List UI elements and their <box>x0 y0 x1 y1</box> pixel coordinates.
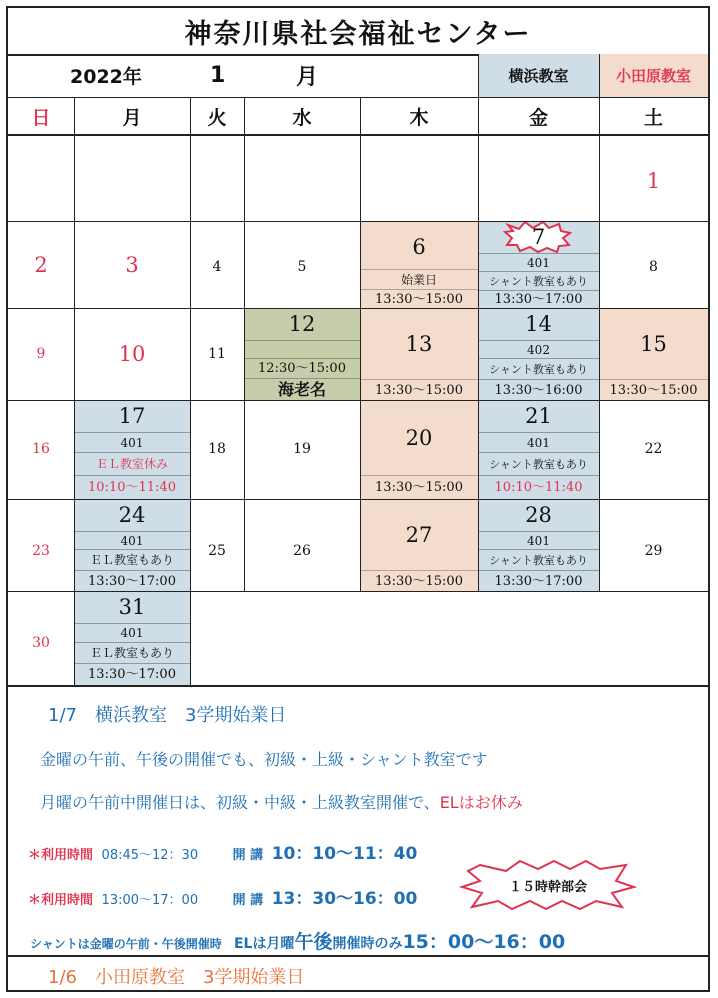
time-label: 13:30～15:00 <box>360 475 478 500</box>
day-23: 23 <box>32 543 50 559</box>
cell-jan24 <box>74 499 190 591</box>
day-15: 15 <box>640 332 667 356</box>
cell-jan14 <box>478 308 599 400</box>
hours-label: ＊利用時間 <box>28 848 94 863</box>
note-label: シャント教室もあり <box>478 358 599 380</box>
day-24: 24 <box>118 503 146 527</box>
day-10: 10 <box>118 342 146 366</box>
day-14: 14 <box>525 312 552 336</box>
time-label: 12:30～15:00 <box>244 358 360 379</box>
note-monday <box>40 790 523 813</box>
day-20: 20 <box>405 426 433 450</box>
notes-section <box>8 685 708 957</box>
day-4: 4 <box>212 259 222 275</box>
day-13: 13 <box>405 332 433 356</box>
time-label: 13:30～16:00 <box>478 379 599 401</box>
note-yokohama-start: 1/7 横浜教室 3学期始業日 <box>48 705 287 726</box>
room-number: 401 <box>74 531 190 550</box>
page-title: 神奈川県社会福祉センター <box>8 8 708 56</box>
hours-label: ＊利用時間 <box>28 893 94 908</box>
day-26: 26 <box>293 543 311 559</box>
room-number: 401 <box>74 432 190 453</box>
weekday-tue: 火 <box>190 98 244 136</box>
time-label: 10:10～11:40 <box>74 475 190 500</box>
day-22: 22 <box>644 441 663 457</box>
day-17: 17 <box>118 404 146 428</box>
note-monday-main: 月曜の午前中開催日は、初級・中級・上級教室開催で、 <box>40 793 440 812</box>
yokohama-legend: 横浜教室 <box>478 54 599 98</box>
el-only: 開催時のみ <box>332 936 403 952</box>
cell-jan13 <box>360 308 478 400</box>
time-label: 13:30～15:00 <box>360 289 478 309</box>
day-12: 12 <box>288 312 316 336</box>
el-afternoon: 午後 <box>294 931 333 953</box>
note-label: ＥＬ教室もあり <box>74 549 190 571</box>
day-3: 3 <box>125 253 139 277</box>
cell-jan30 <box>8 591 74 685</box>
time-label: 13:30～17:00 <box>478 570 599 592</box>
cell-jan2 <box>8 221 74 308</box>
note-label: シャント教室もあり <box>478 549 599 571</box>
note-odawara-start: 1/6 小田原教室 3学期始業日 <box>48 967 305 988</box>
cell-jan8 <box>599 221 708 308</box>
odawara-legend: 小田原教室 <box>599 54 708 98</box>
day-21: 21 <box>525 404 552 428</box>
cell-jan27 <box>360 499 478 591</box>
time-label: 13:30～17:00 <box>74 663 190 686</box>
year-month-header <box>8 54 478 98</box>
day-29: 29 <box>644 543 663 559</box>
cell-jan21 <box>478 400 599 499</box>
day-5: 5 <box>297 259 307 275</box>
time-label: 13:30～17:00 <box>478 290 599 309</box>
weekday-wed: 水 <box>244 98 360 136</box>
time-label: 13:30～15:00 <box>599 379 708 401</box>
cell-jan3 <box>74 221 190 308</box>
day-7: 7 <box>531 225 546 249</box>
note-label: シャント教室もあり <box>478 452 599 476</box>
cell-jan16 <box>8 400 74 499</box>
year-label: 2022年 <box>70 66 142 88</box>
room-number: 401 <box>478 531 599 550</box>
weekday-thu: 木 <box>360 98 478 136</box>
course-time: 13：30～16：00 <box>271 889 418 909</box>
course-time: 10：10～11：40 <box>271 844 418 864</box>
cell-jan26 <box>244 499 360 591</box>
day-6: 6 <box>412 235 426 259</box>
cell-jan7 <box>478 221 599 308</box>
cell-jan1 <box>599 136 708 221</box>
cell-jan6 <box>360 221 478 308</box>
month-number: 1 <box>210 63 226 88</box>
cell-jan4 <box>190 221 244 308</box>
note-label: シャント教室もあり <box>478 271 599 291</box>
time-label: 10:10～11:40 <box>478 475 599 500</box>
cell-jan15 <box>599 308 708 400</box>
weekday-sat: 土 <box>599 98 708 136</box>
course-label: 開 講 <box>232 893 264 908</box>
cell-jan20 <box>360 400 478 499</box>
note-friday: 金曜の午前、午後の開催でも、初級・上級・シャント教室です <box>40 750 488 769</box>
cell-jan31 <box>74 591 190 685</box>
room-number: 401 <box>478 432 599 453</box>
shunt-text: シャントは金曜の午前・午後開催時 <box>30 937 222 951</box>
place-label: 海老名 <box>244 378 360 401</box>
day-19: 19 <box>293 441 311 457</box>
time-label: 13:30～17:00 <box>74 570 190 592</box>
weekday-mon: 月 <box>74 98 190 136</box>
day-1: 1 <box>646 169 661 193</box>
weekday-sun: 日 <box>8 98 74 136</box>
day-28: 28 <box>525 503 552 527</box>
month-unit: 月 <box>296 65 319 90</box>
room-number: 402 <box>478 340 599 359</box>
note-hours-pm <box>28 884 417 909</box>
hours-value: 13:00～17：00 <box>101 893 199 908</box>
note-monday-el-closed: ELはお休み <box>439 793 523 812</box>
day-30: 30 <box>32 635 50 651</box>
cell-jan12 <box>244 308 360 400</box>
day-11: 11 <box>208 346 226 362</box>
calendar-sheet <box>6 6 710 992</box>
cell-jan5 <box>244 221 360 308</box>
time-label: 13:30～15:00 <box>360 379 478 401</box>
cell-jan18 <box>190 400 244 499</box>
event-label: 始業日 <box>360 269 478 290</box>
room-number: 401 <box>74 623 190 643</box>
cell-jan19 <box>244 400 360 499</box>
cell-jan22 <box>599 400 708 499</box>
course-label: 開 講 <box>232 848 264 863</box>
day-31: 31 <box>118 595 146 619</box>
cell-jan17 <box>74 400 190 499</box>
day-2: 2 <box>34 253 48 277</box>
meeting-badge-text: １５時幹部会 <box>508 880 588 895</box>
note-label: ＥＬ教室もあり <box>74 642 190 664</box>
day-16: 16 <box>32 441 50 457</box>
day-18: 18 <box>208 441 226 457</box>
day-8: 8 <box>649 259 658 275</box>
day-9: 9 <box>36 346 46 362</box>
room-number: 401 <box>478 253 599 272</box>
cell-jan29 <box>599 499 708 591</box>
note-shunt-el <box>30 927 565 954</box>
day-25: 25 <box>208 543 226 559</box>
cell-jan10 <box>74 308 190 400</box>
cell-jan28 <box>478 499 599 591</box>
cell-jan9 <box>8 308 74 400</box>
el-monday: ELは月曜 <box>233 936 295 952</box>
note-hours-am <box>28 839 417 864</box>
day-27: 27 <box>405 523 433 547</box>
weekday-fri: 金 <box>478 98 599 136</box>
cell-jan23 <box>8 499 74 591</box>
note-label: ＥＬ教室休み <box>74 452 190 476</box>
cell-jan11 <box>190 308 244 400</box>
footer <box>8 955 708 994</box>
meeting-badge-burst <box>458 859 638 911</box>
cell-jan25 <box>190 499 244 591</box>
el-time: 15：00～16：00 <box>402 931 566 953</box>
time-label: 13:30～15:00 <box>360 570 478 592</box>
hours-value: 08:45～12：30 <box>101 848 199 863</box>
